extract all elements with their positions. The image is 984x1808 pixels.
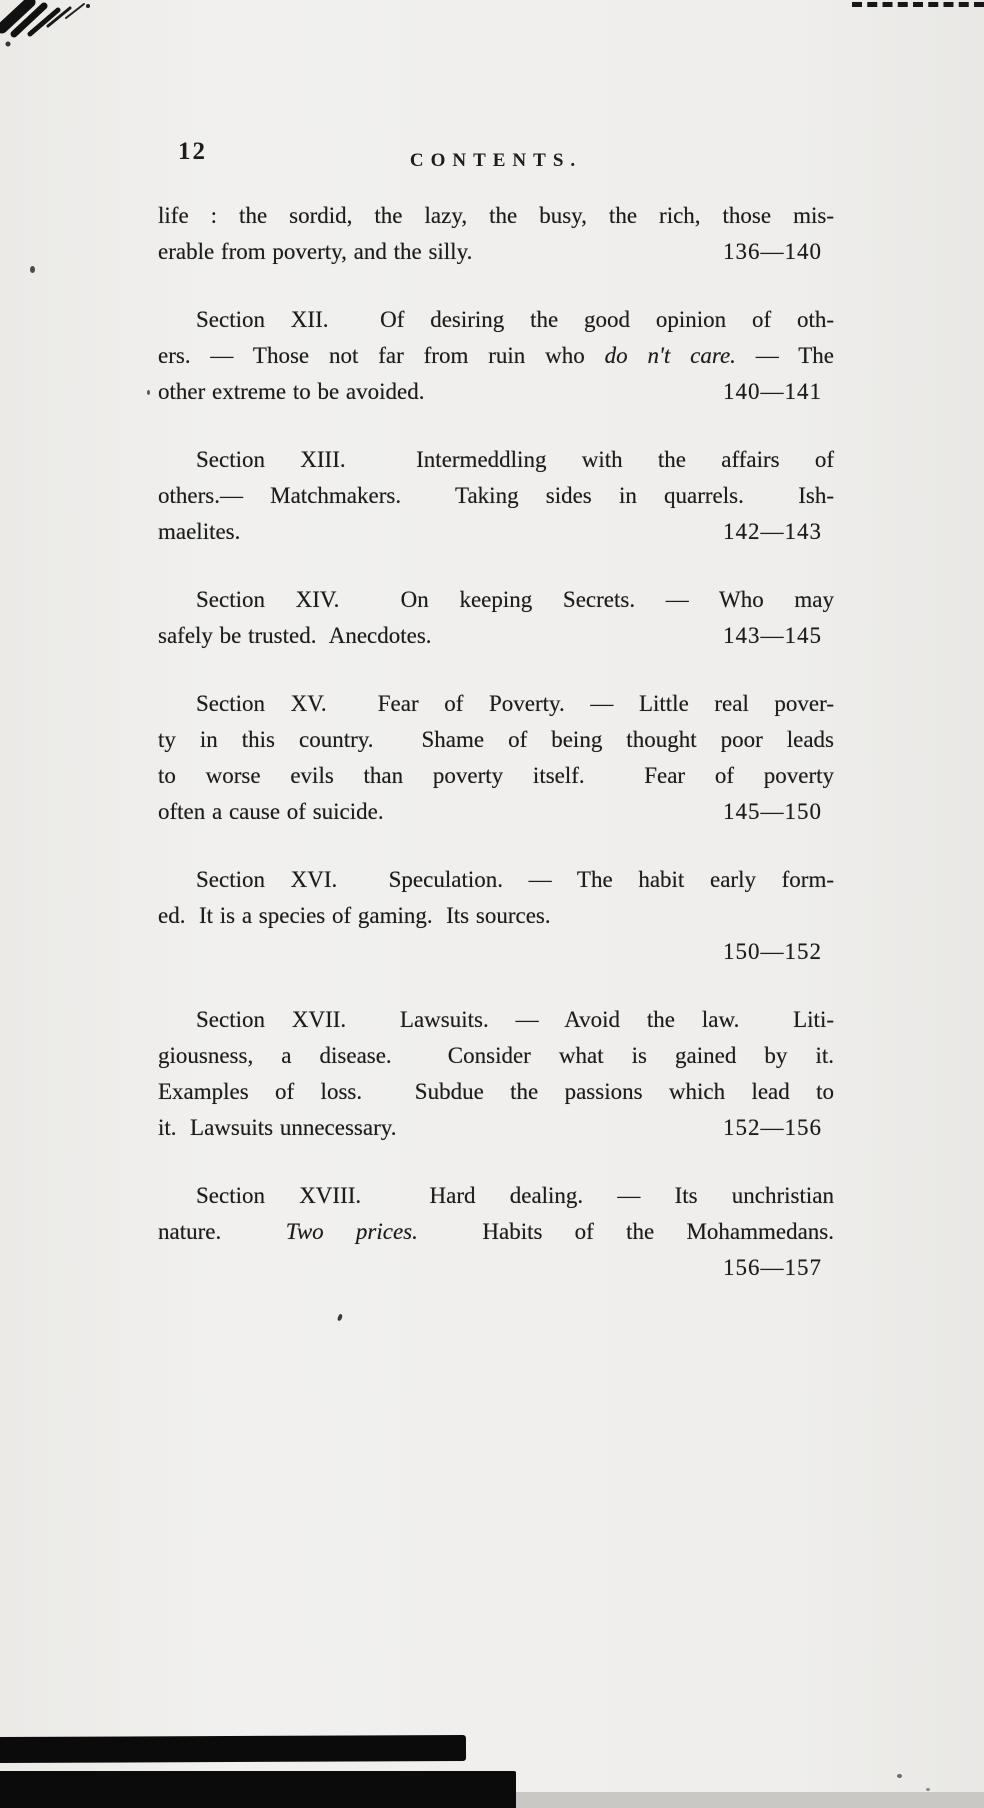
toc-line-text (196, 307, 834, 332)
toc-text: Section XIII. Intermeddling with the affairs of (196, 447, 834, 472)
page-range: 140—141 (723, 379, 822, 404)
toc-line-text (158, 903, 551, 928)
toc-line-text (196, 1007, 834, 1032)
toc-line (158, 898, 834, 934)
toc-text: often a cause of suicide. (158, 799, 384, 824)
page-range: 145—150 (723, 799, 822, 824)
toc-line (158, 234, 834, 270)
toc-line-text (196, 1183, 834, 1208)
toc-line-text (158, 1110, 396, 1146)
toc-line (158, 1002, 834, 1038)
toc-text: others.— Matchmakers. Taking sides in quarrels. Ish- (158, 483, 834, 508)
toc-text: ed. It is a species of gaming. Its sources. (158, 903, 551, 928)
toc-entry (158, 1178, 834, 1286)
toc-text: — The (735, 343, 835, 368)
scan-smudge-top-left (0, 0, 95, 58)
toc-entry (158, 198, 834, 270)
toc-line-text (158, 343, 834, 368)
toc-line-text (158, 1079, 834, 1104)
toc-line (158, 582, 834, 618)
toc-text: it. Lawsuits unnecessary. (158, 1115, 397, 1140)
scan-speck-text-margin (147, 390, 150, 395)
toc-text: safely be trusted. Anecdotes. (158, 623, 432, 648)
toc-line (158, 1250, 834, 1286)
toc-line-text (158, 483, 834, 508)
toc-line-text (158, 374, 424, 410)
page-range: 156—157 (723, 1255, 822, 1280)
toc-entry (158, 302, 834, 410)
toc-line-text (158, 234, 472, 270)
toc-line (158, 338, 834, 374)
toc-line (158, 198, 834, 234)
toc-line (158, 722, 834, 758)
toc-text: nature. (158, 1219, 286, 1244)
toc-line (158, 442, 834, 478)
toc-line (158, 1110, 834, 1146)
scan-bottom-edge (516, 1792, 984, 1808)
scan-black-bar-1 (0, 1735, 466, 1763)
toc-line-text (158, 763, 834, 788)
toc-line (158, 1214, 834, 1250)
toc-line-text (158, 727, 834, 752)
toc-text: Section XVI. Speculation. — The habit early form- (196, 867, 834, 892)
scan-black-bar-2 (0, 1771, 516, 1808)
toc-line-text (196, 691, 834, 716)
toc-text: other extreme to be avoided. (158, 379, 425, 404)
scan-speck-bottom-right-2 (926, 1788, 930, 1791)
toc-text: life : the sordid, the lazy, the busy, the rich, those mis- (158, 203, 834, 228)
page-range: 136—140 (723, 239, 822, 264)
toc-text: Section XIV. On keeping Secrets. — Who may (196, 587, 834, 612)
toc-line (158, 478, 834, 514)
toc-text: giousness, a disease. Consider what is gained by it. (158, 1043, 834, 1068)
toc-text: Section XV. Fear of Poverty. — Little real pover- (196, 691, 834, 716)
toc-text: Section XII. Of desiring the good opinion of oth- (196, 307, 834, 332)
toc-entry (158, 442, 834, 550)
scan-speck-bottom-right-1 (897, 1774, 902, 1778)
toc-text: erable from poverty, and the silly. (158, 239, 473, 264)
toc-text: to worse evils than poverty itself. Fear of poverty (158, 763, 834, 788)
toc-line (158, 686, 834, 722)
toc-text: ty in this country. Shame of being thought poor leads (158, 727, 834, 752)
toc-text: maelites. (158, 519, 241, 544)
toc-line (158, 514, 834, 550)
toc-line-text (196, 447, 834, 472)
toc-text-italic: do n't care. (604, 343, 736, 368)
toc-text: Section XVII. Lawsuits. — Avoid the law. Liti- (196, 1007, 834, 1032)
toc-line (158, 1178, 834, 1214)
toc-line (158, 302, 834, 338)
toc-line (158, 1074, 834, 1110)
toc-text-italic: Two prices. (285, 1219, 418, 1244)
toc-text: Examples of loss. Subdue the passions which lead to (158, 1079, 834, 1104)
toc-line-text (158, 618, 432, 654)
toc-entries (158, 198, 834, 1318)
toc-text: Habits of the Mohammedans. (417, 1219, 834, 1244)
page-range: 143—145 (723, 623, 822, 648)
page-range: 150—152 (723, 939, 822, 964)
toc-line-text (196, 587, 834, 612)
running-header: CONTENTS. (409, 150, 583, 171)
page-range: 152—156 (723, 1115, 822, 1140)
toc-line (158, 374, 834, 410)
toc-entry (158, 582, 834, 654)
toc-text: Section XVIII. Hard dealing. — Its unchristian (196, 1183, 834, 1208)
toc-line (158, 862, 834, 898)
toc-line-text (158, 794, 384, 830)
toc-line (158, 1038, 834, 1074)
page-range: 142—143 (723, 519, 822, 544)
toc-entry (158, 686, 834, 830)
page-number: 12 (178, 138, 207, 165)
toc-line (158, 934, 834, 970)
toc-text: ers. — Those not far from ruin who (158, 343, 605, 368)
toc-line-text (158, 203, 834, 228)
toc-entry (158, 1002, 834, 1146)
toc-line-text (196, 867, 834, 892)
toc-entry (158, 862, 834, 970)
toc-line-text (158, 1043, 834, 1068)
scan-dashed-edge-top-right (852, 2, 984, 7)
toc-line (158, 794, 834, 830)
toc-line (158, 758, 834, 794)
scan-speck-left-margin (30, 266, 35, 273)
toc-line (158, 618, 834, 654)
toc-line-text (158, 514, 240, 550)
toc-line-text (158, 1219, 834, 1244)
